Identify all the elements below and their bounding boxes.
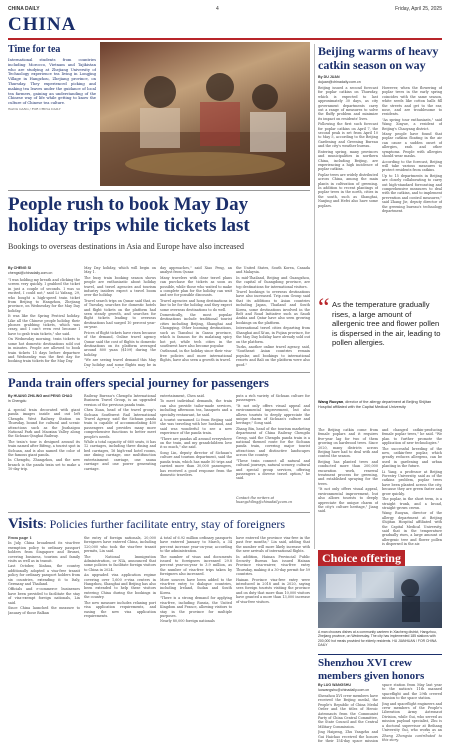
panda-col2-para-3: While a total capacity of 660 seats, it has 12 carriages, including three dining and bed carriages, 16 high-end hotel rooms, one dining carriage, one multifunction entertainment carriage, one sauna carriage and one power generating carriage.	[84, 440, 156, 471]
visa-col4-para-2: In addition, Hainan Provincial Public Security Bureau has issued Hainan Province visa-waiver, visa-free entry Thursday, making it a 30-day permit for 59 countries.	[236, 554, 310, 577]
brand-name: CHINA DAILY	[8, 6, 40, 12]
panda-col1-para-1: A special train decorated with giant panda images inside and out left Chengdu West Railway Station on Thursday, bound for cultural and scenic attractions such as the Jiuzhaigou National Park and Maoxian Valley along the Sichuan-Qinghai Railway.	[8, 408, 80, 439]
visa-col4	[236, 536, 310, 741]
beijing-byline	[318, 75, 442, 84]
main-headline: People rush to book May Day holiday trips while tickets last	[8, 194, 250, 236]
beijing-col2-para-4: According to the forecast, Beijing will take various measures to protect residents from catkins.	[382, 159, 442, 173]
beijing-col2-para-5: Up to 15 departments in Beijing are closely collaborating to carry out high-standard forecasting and comprehensive measures to deal with the catkins, and to implement prevention and control measures," said Zhang Jie, deputy director of the greening bureau's technology department.	[382, 173, 442, 213]
panda-headline: Panda train offers special journey for passengers	[8, 376, 269, 390]
visa-col4-para-1: have entered the province visa-free in the past few months," Lin said, adding that the number will more likely increase with the new arrivals of international flights.	[236, 536, 310, 554]
beijing-col4-para-5: Wang Ruoyan, director of the allergy department at Beijing Shijitan Hospital affiliated with the Capital Medical University, said that in the temperature gradually rises, a large amount of allergenic tree and flower pollen is dispersed in the air.	[382, 511, 442, 546]
panda-col4-para-2: "It not only offers visual appeal and environmental improvement, but also allows tourists to deeply appreciate the unique charm of Sichuan's culture and heritage," Song said.	[236, 403, 310, 426]
panda-col3-para-3: A tourist surnamed Li from Beijing said she was traveling with her husband, and said was wonderful to see a new experience of the panda train.	[160, 418, 232, 436]
main-col3-para-5: Outbound, in the holiday since their visa-free policies and more international flights, have also seen a growth in travel.	[160, 349, 232, 363]
tea-caption	[8, 58, 96, 140]
tea-caption-text: International students from countries including Morocco, Vietnam and Tajikistan who are studying at Zhejiang University of Technology experience tea living in Longjing Village in Hangzhou, Zhejiang province, on Thursday. They experienced picking and making tea leaves under the guidance of local tea farmers, gaining an understanding of the Chinese way of life while getting to know the culture of Chinese tea culture.	[8, 58, 96, 106]
beijing-col3-para-2: Beijing has planted trees and conducted more than 200,000 excavation work, renewal treatment process for greening, and established spraying for the trees.	[318, 459, 378, 486]
beijing-para-3: Entering spring, many provinces and municipalities in northern China, including Beijing, are experiencing a high incidence of poplar catkins.	[318, 149, 378, 172]
main-col1-para-3: On Wednesday morning, train tickets to some hot domestic destinations sold out in minutes. People are allowed to book train tickets 15 days before departure and Wednesday was the first day for booking train tickets for the May Day	[8, 337, 80, 364]
beijing-para-4: Poplar trees are widely distributed across China, among the main plants in cultivation of greening. In addition to recent plantings of poplar trees in the north, cities in the south, such as Shanghai, Nanjing and Hefei also have some poplars.	[318, 172, 378, 208]
panda-top-rule	[8, 372, 310, 373]
main-col2-para-5: "We are seeing travel demand this May Day holiday and some flights may be in	[84, 358, 156, 367]
main-col2-para-3: Travel search trips on Qunar said that, as of Tuesday, searches for domestic hotels and flight tickets on the platform had seen steady growth, and searches for flight tickets leading to overseas destinations had surged 10 percent year-on-year.	[84, 298, 156, 330]
panda-col2-para-1: Railway Bureau's Chengdu International Business Travel Group, is an upgraded version of the previous panda train.	[84, 394, 156, 407]
masthead-bar	[8, 4, 442, 14]
beijing-col2-para-2: "As spring tour enthusiasts," said Wang Xinyue, a resident of Beijing's Chaoyang district.	[382, 117, 442, 131]
shenzhou-col2-para-1: space station from May last year to the nation's 11th manned spaceflight and the 29th crewed mission to the space station.	[382, 683, 442, 701]
tea-credit: WANG GANG / FOR CHINA DAILY	[8, 106, 61, 111]
visa-col3-para-3: More sources have been added to the visa-free entry to dialogue countries, including Ireland, Sudan and South Korea.	[160, 577, 232, 595]
main-byline-email: chengsi@chinadaily.com.cn	[8, 270, 53, 275]
pull-quote-name: Wang Ruoyan	[318, 400, 344, 404]
main-col3	[160, 266, 232, 368]
pull-quote: As the temperature gradually rises, a large amount of allergenic tree and flower pollen is dispersed in the air, leading to pollen allergies.	[332, 300, 441, 348]
main-col3-para-3: Travel agencies and hong destinations in line to be for the holiday, and they expect some overseas destinations to do well.	[160, 298, 232, 312]
quote-mark-icon: “	[318, 293, 330, 322]
shenzhou-col2	[382, 683, 442, 733]
main-byline	[8, 266, 80, 275]
beijing-para-2: Following the first such forecast for poplar catkins on April 7, the second peak is set from April 10 to May 5, according to the Beijing Gardening and Greening Bureau and the city's weather bureau.	[318, 122, 378, 149]
beijing-col4-para-3: Li Yang, a professor at Beijing Forestry University, said as of the catkins problem, poplar trees have been planted across the city, because they are green faster and grow quickly.	[382, 469, 442, 496]
beijing-col2-para-1: However, when the flowering of poplar trees in the early spring coincides with the same season, white seeds like cotton balls fill the streets and get to the ear, nose, and are troublesome to residents.	[382, 86, 442, 117]
beijing-col4-para-4: The poplar, in the short term, is a straight trunk, and a broad, straight-grown crown.	[382, 497, 442, 510]
beijing-col2	[382, 86, 442, 292]
visa-from-page: From page 1	[8, 536, 32, 540]
tea-heading: Time for tea	[8, 44, 61, 55]
main-col3-para-2: Many travelers with clear travel plans can purchase the tickets as soon as possible, while those who waited to make a complete plan for the holiday can wait and see for possible discounts.	[160, 275, 232, 298]
panda-col4-para-3: Zhang Bin, head of the tourism marketing department of China Railway Chengdu Group, said the Chengdu panda train is a national themed route for the Sichuan panda train, covering major tourist attractions and distinctive landscapes across the country.	[236, 426, 310, 458]
pull-quote-attribution: Wang Ruoyan, director of the allergy department at Beijing Shijitan Hospital affiliated with the Capital Medical University	[318, 400, 432, 409]
panda-col2-para-2: Chen Xuan, head of the travel group's Sichuan Southwest Rail International Travel Agency, said the Sichuan panda train is capable of accommodating 400 passengers and provides many more comprehensive functions to better meet people's needs.	[84, 408, 156, 439]
visa-subhead: : Policies further facilitate entry, stay of foreigners	[43, 517, 286, 531]
main-col4-para-1: the United States, South Korea, Canada and Malaysia.	[236, 266, 310, 275]
panda-contact	[236, 496, 310, 510]
canteen-photo-illustration	[318, 566, 442, 628]
visa-col3	[160, 536, 232, 741]
shenzhou-col1-para-2: Jing Haipeng, Zhu Yangzhu and Gui Haichao received the honors for their 154-day space mission	[318, 730, 378, 743]
shenzhou-col1-para-1: Shenzhou XVI crew members have received the Beijing medal, the People's Republic of China Medal Order and the titles of Heroic Astronauts from the Communist Party of China Central Committee, the State Council and the Central Military Commission.	[318, 694, 378, 729]
main-col1	[8, 278, 80, 368]
panda-col3-para-4: "There are pandas all around everywhere on the train, and my grandchildren love it so much," she said.	[160, 436, 232, 450]
beijing-col4-para-2: The successful breeding of the new, catkin-free poplar, which greatly reduces allergens, can be used in gardening and urban planting in the future.	[382, 446, 442, 469]
pull-quote-title: director of the allergy department at Beijing Shijitan Hospital affiliated with the Capital Medical University	[318, 400, 432, 409]
panda-contact-label: Contact the writers at	[236, 496, 274, 500]
panda-col3	[160, 394, 232, 508]
beijing-col2-para-3: Many people have found that poplar catkins floating in the air can cause a sudden onset of allergies, rash and other symptoms. People with allergies should wear masks.	[382, 132, 442, 159]
panda-col4-para-1: puts a rich variety of Sichuan culture for passengers.	[236, 394, 310, 403]
visa-col1	[8, 536, 80, 741]
visa-col2	[84, 536, 156, 741]
visa-col3-para-4: "There is a strong demand for applying visa-free, including Russia, the United Kingdom and France, allowing visitors to stay in the province for multiple purposes.	[160, 596, 232, 618]
shenzhou-col2-para-2: Jing and spaceflight engineers and crew members of the People's Liberation Army Astronaut Division, while Gui, who served as mission payload specialist, Zhu is a doctoral supervisor at Beihang University Gui, who works as an	[382, 701, 442, 733]
main-col4-para-5: Turks, another online travel agency, said, "Southeast Asian countries remain popular, and bookings to international resorts and Bali on the platform were also good."	[236, 344, 310, 367]
visa-headline-word: Visits	[8, 516, 44, 532]
main-col4-para-3: Travel bookings to overseas destinations have also increased. Trip.com Group said that its additions to Asian countries including Japan, Thailand and South Korea, some destinations involved in the Belt and Road Initiative such as Saudi Arabia and Qatar have also seen growing bookings on the platform.	[236, 290, 310, 325]
visa-col3-para-1: A total of 6.92 million ordinary passports have entered January to March, a 34 percent increase year-on-year, according to the administration.	[160, 536, 232, 554]
main-col1-para-2: It was like the Spring Festival holiday. Like all the Chinese people holiday, their phones grabbing tickets, which was crazy, and I can't even rest because I have to grab train tickets," she said.	[8, 314, 80, 336]
panda-col4-para-4: "These train connect all natural and cultural journeys, natural scenery, cultural and special group services, offering passengers a diverse travel option," he said.	[236, 458, 310, 481]
panda-col4	[236, 394, 310, 494]
visa-col4-para-3: Hainan Province visa-free entry were introduced in 2018 and in 2020, saying sees foreign tourists visiting the province and on duty that more than 10,000 visitors have granted a more than 13,000 increase of visa-free visitors.	[236, 577, 310, 604]
beijing-col3-para-3: "It not only offers visual appeal, environmental improvement, but also allows tourists to deeply appreciate the unique charm of the city's culture heritage," Jiang said.	[318, 487, 378, 514]
page-number: 4	[215, 6, 219, 12]
main-col3-para-4: Domestically, the most popular destinations include traditional tourist cities including Beijing, Shanghai and Chongqing. Other booming destinations, such as Tianshui in Gansu province, which is famous for its malatang spicy hot pot, while tech cities in the southwest have also become popular.	[160, 313, 232, 348]
panda-col1-para-2: The train's tour is designed around its train named after Bifeng, a tourist spot in Sichuan, and is also named the color of the famous giant panda.	[8, 439, 80, 458]
visa-col1-para-2: Last October, Xinhua, the country additionally adopted a visa-free transit policy for ordinary passport holders from six countries, extending it to Italy, Germany and Thailand.	[8, 564, 80, 587]
main-subhead: Bookings to overseas destinations in Asia and Europe have also increased	[8, 242, 244, 251]
shenzhou-col1	[318, 694, 378, 743]
section-rule	[8, 38, 442, 40]
main-col2-para-1: May Day holiday, which will begin on May 1.	[84, 266, 156, 275]
shenzhou-top-rule	[318, 654, 442, 655]
beijing-col3	[318, 428, 378, 546]
main-col3-para-1: day approaches," said Xiao Peng, an analyst from Qunar.	[160, 266, 232, 275]
panda-col3-para-1: entertainment, Chen said.	[160, 394, 205, 398]
visa-col2-para-4: The new measure includes relaxing port visa application requirements, and easing the new visa application requirements.	[84, 600, 156, 618]
panda-col2	[84, 394, 156, 508]
beijing-headline: Beijing warms of heavy catkin season on way	[318, 44, 439, 72]
visa-col2-para-2: The National Immigration Administration, or NIA, announced that some policies to facilitate foreign visitors to China in 2024.	[84, 554, 156, 572]
beijing-para-1: Beijing issued a second forecast for poplar catkins on Thursday, which is expected to last approximately 30 days, as city government departments carry out a range of measures to solve the fluffy problem and minimize its impact on residents' lives.	[318, 86, 378, 121]
panda-col3-para-5: Song Lin, deputy director of Sichuan's culture and tourism department, said the panda train, which has made 50 trips and carried more than 30,000 passengers, has received a good response from the domestic travelers.	[160, 450, 232, 477]
visa-col3-para-2: The number of visas and documents issued to foreigners increased 29.8 percent year-on-year to 3.9 million, as the number of visa-free trips taken by foreigners also increased.	[160, 554, 232, 577]
visa-col3-para-5: Nearly 80,000 foreign nationals	[160, 619, 215, 624]
panda-col1-para-3: In Chengdu, Zhangzhou, and the new branch is the panda train set to make a 10-day trip.	[8, 458, 80, 472]
column-separator	[314, 44, 315, 549]
panda-contact-email[interactable]: huangzhiling@chinadaily.com.cn	[236, 500, 293, 505]
panda-col1	[8, 408, 80, 508]
visa-top-rule	[8, 512, 310, 513]
tea-photo	[100, 42, 310, 186]
beijing-col3-para-1: The Beijing catkin come from female poplars and it requires five-year lag for two of them growing on hardwood trees. Since 2020, many districts across Beijing have had to deal with and control the season.	[318, 428, 378, 459]
beijing-col4	[382, 428, 442, 546]
choice-label: Choice offering	[318, 550, 405, 567]
main-col1-para-1: "I was holding my breath and clicking the screen very quickly. I grabbed the ticket in just a couple of seconds. I was so excited, I could not," said Li Yafang, 29, who bought a high-speed train ticket from Beijing to Hangzhou, Zhejiang province, on Wednesday for the May Day holiday.	[8, 278, 80, 313]
canteen-caption: A man chooses dishes at a community canteen in Xiacheng district, Hangzhou, Zhejiang province, on Wednesday. The city has implemented 185 stations with 200,000 hot meals provided for elderly residents. HU JIANHUAN / FOR CHINA DAILY	[318, 630, 437, 648]
main-col2-para-4: Prices of flight tickets have risen because of the demand, Online travel agency Qunar said the cost of flights to domestic destinations on its platform averaged around 800 yuan ($109) during the holiday.	[84, 330, 156, 357]
visa-col2-para-1: the entry of foreign nationals, 20,000 foreigners have entered China, including 120,000 who took the visa-free transit permits, Lin said.	[84, 536, 156, 554]
shenzhou-byline-email: luowangshu@chinadaily.com.cn	[318, 687, 370, 692]
shenzhou-headline: Shenzhou XVI crew members given honors	[318, 657, 425, 682]
main-byline-name: By CHENG SI	[8, 266, 31, 270]
shenzhou-contributor: Zhang Zhongxia contributed to this story.	[382, 734, 442, 743]
shenzhou-byline-name: By LUO WANGSHU	[318, 683, 351, 687]
main-col4-para-4: International travel cities departing from Shanghai and Xi'an, in Fujian province, for the May Day holiday have already sold out on the platform.	[236, 326, 310, 344]
main-top-rule	[8, 190, 310, 191]
shenzhou-byline	[318, 683, 378, 692]
visa-col1-para-3: Officials and e-commerce businesses have been provided to facilitate the stay of visa-exempt foreign nationals, Lin said.	[8, 587, 80, 605]
main-col4-para-2: In mid-Thailand, Beijing and Guangzhou, the capital of Guangdong province, are top destinations for international visitors.	[236, 275, 310, 289]
visa-col1-para-4: Since China launched the measure to January of those Balkan	[8, 606, 80, 615]
visa-col2-para-3: An upgraded visa application regime covering over 1,600 e-visa centers in Hangzhou, Shanghai and Beijing has also been extended to help these visitors entering China during the bookings in the country.	[84, 573, 156, 600]
canteen-photo	[318, 566, 442, 628]
panda-byline-city: in Chengdu	[8, 398, 27, 403]
main-col2-para-2: The busy train booking season shows people are enthusiastic about holiday travel, and travel agencies and tourism industry insiders expect a travel boom over the holiday.	[84, 275, 156, 298]
panda-byline	[8, 394, 80, 403]
panda-col3-para-2: To meet individual demands, the train can also provide tailor-made services, including afternoon tea, banquets and a specialty restaurant, he said.	[160, 399, 232, 417]
visa-headline	[8, 516, 310, 533]
beijing-byline-name: By DU JUAN	[318, 75, 340, 79]
tea-photo-illustration	[100, 42, 310, 186]
beijing-byline-email: dujuan@chinadaily.com.cn	[318, 79, 361, 84]
section-title: CHINA	[8, 14, 77, 35]
beijing-col4-para-1: and changed catkin-producing female poplar trees," he said. "We plan to further promote the application of new technologies."	[382, 428, 442, 446]
main-col2	[84, 266, 156, 368]
visa-col1-para-1: In July, China broadened its visa-free exemption policy to ordinary passport holders from Singapore and Brunei, covering business, tourism and family visits as well as in transit.	[8, 541, 80, 564]
issue-date: Friday, April 25, 2025	[395, 6, 442, 12]
beijing-col1	[318, 86, 378, 292]
main-col4	[236, 266, 310, 368]
panda-byline-name: By HUANG ZHILING and PENG CHAO	[8, 394, 73, 398]
